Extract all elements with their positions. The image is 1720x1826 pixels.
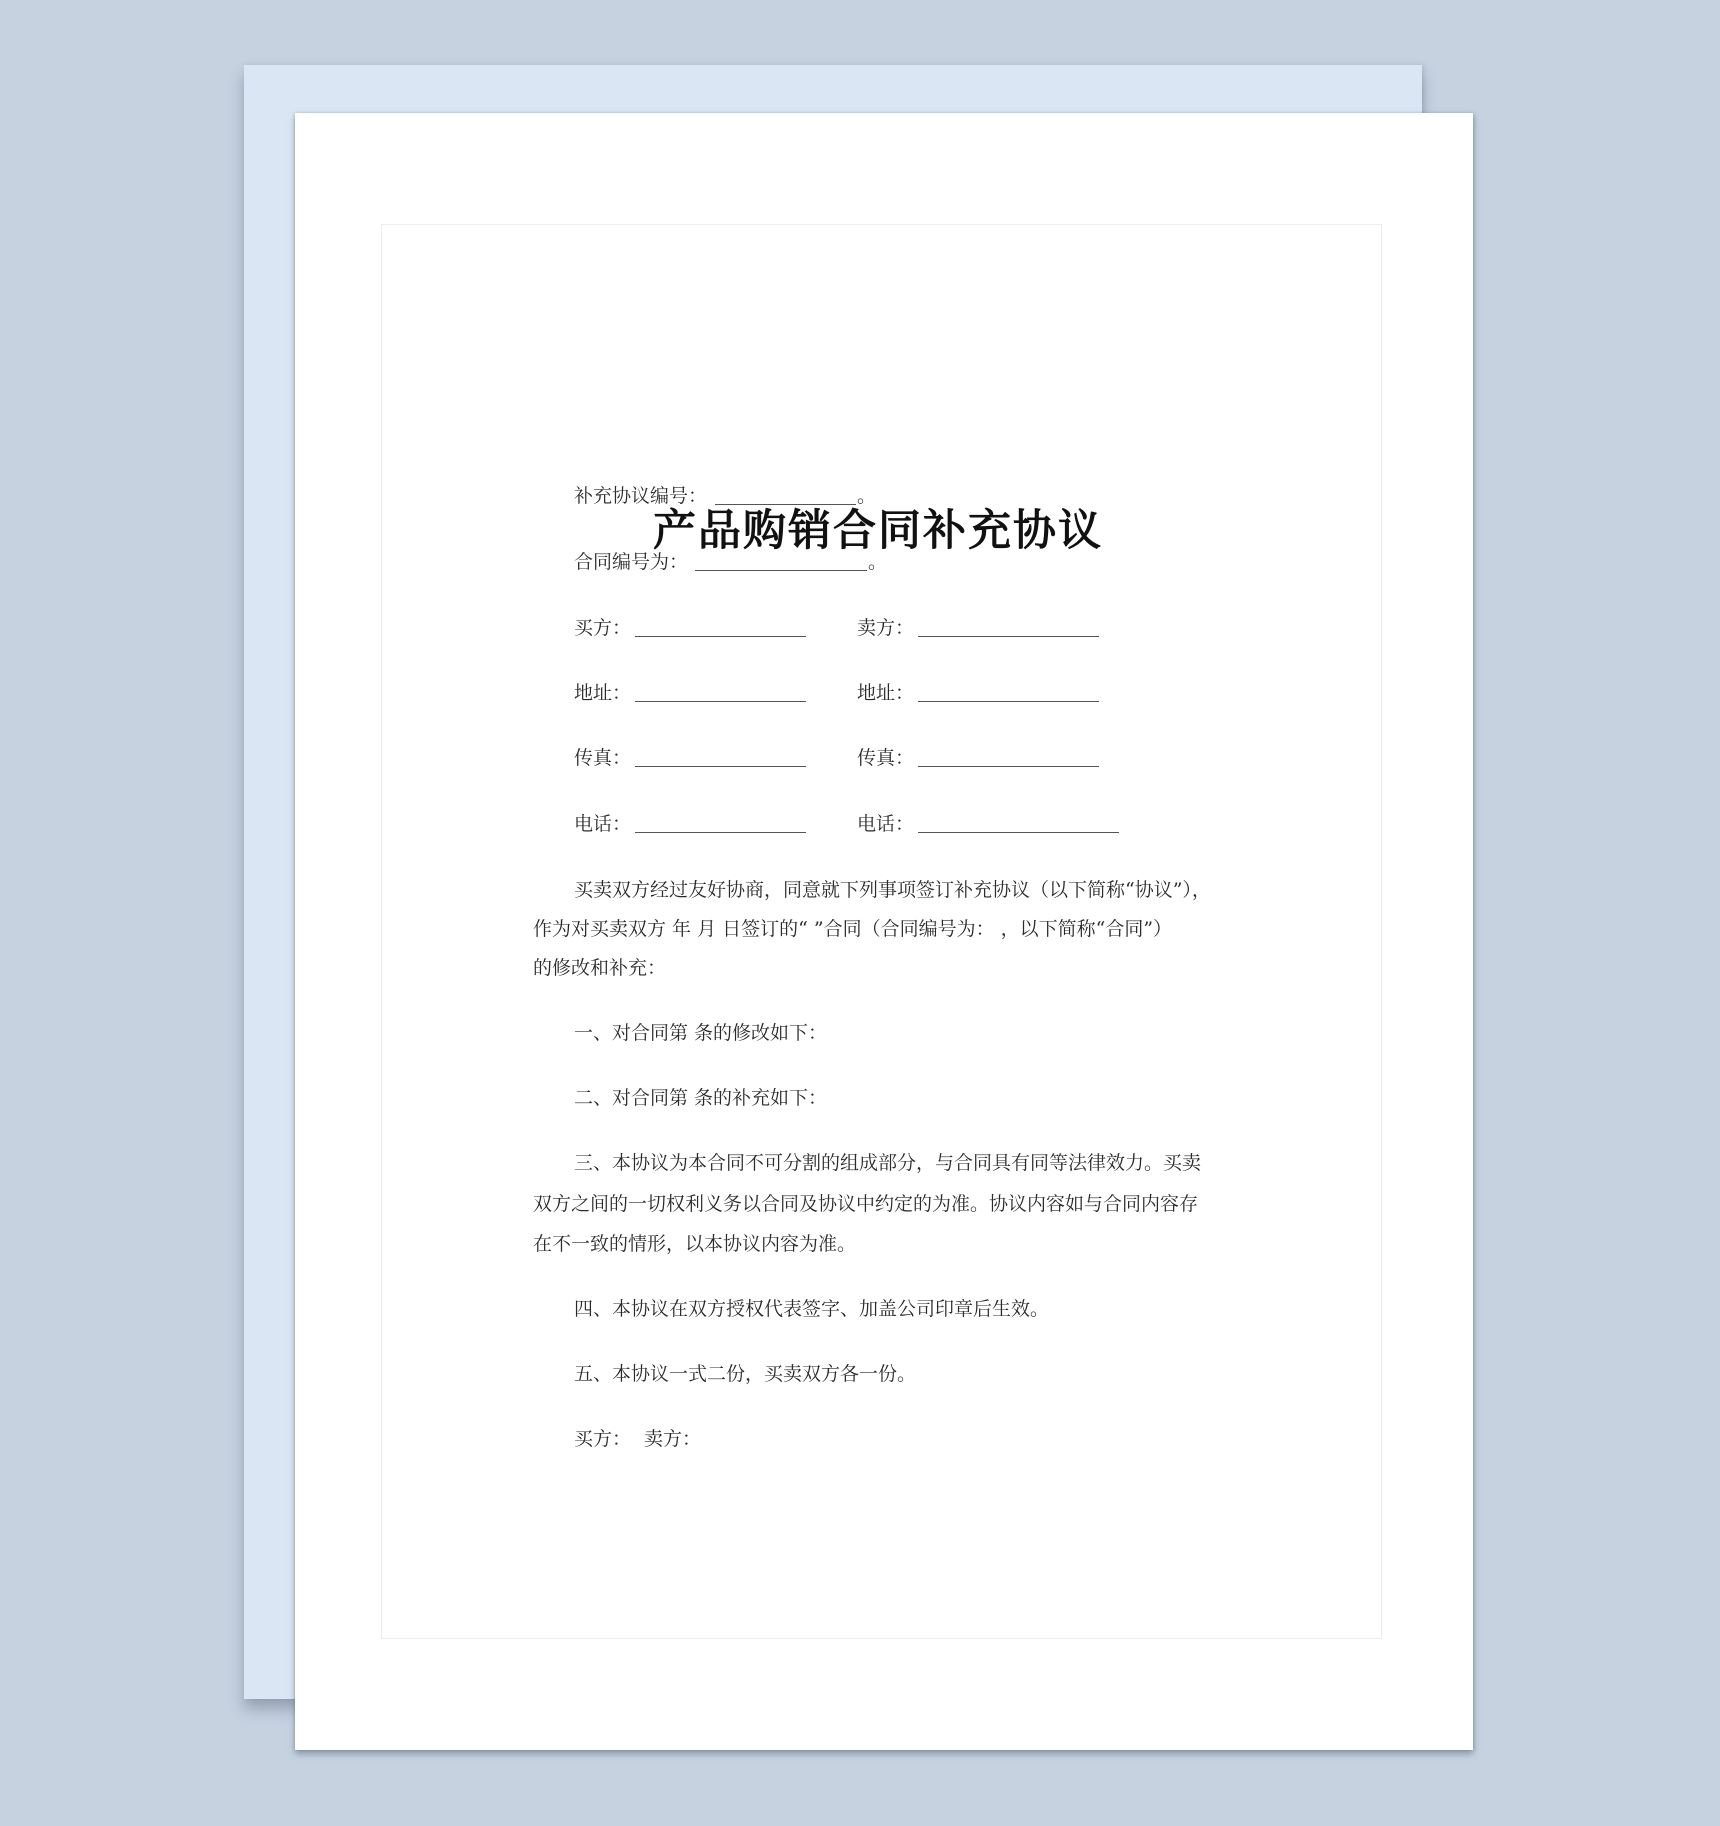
intro-paragraph-line: 买卖双方经过友好协商，同意就下列事项签订补充协议（以下简称“协议”）， xyxy=(574,879,1211,901)
signature-seller-label: 卖方： xyxy=(644,1428,702,1450)
buyer-fax-label: 传真： xyxy=(574,747,632,769)
clause-5: 五、本协议一式二份，买卖双方各一份。 xyxy=(574,1363,917,1385)
seller-address-label: 地址： xyxy=(857,682,915,704)
clause-3-line: 在不一致的情形，以本协议内容为准。 xyxy=(533,1233,857,1255)
seller-fax-label: 传真： xyxy=(857,747,915,769)
buyer-fax-blank[interactable] xyxy=(635,766,806,767)
buyer-phone-blank[interactable] xyxy=(635,832,806,833)
document-page xyxy=(295,113,1473,1750)
buyer-address-blank[interactable] xyxy=(635,701,806,702)
clause-3-line: 双方之间的一切权利义务以合同及协议中约定的为准。协议内容如与合同内容存 xyxy=(533,1193,1199,1215)
clause-1: 一、对合同第 条的修改如下： xyxy=(574,1022,828,1044)
document-title: 产品购销合同补充协议 xyxy=(653,506,1103,556)
clause-2: 二、对合同第 条的补充如下： xyxy=(574,1087,828,1109)
seller-phone-label: 电话： xyxy=(857,813,915,835)
seller-name-blank[interactable] xyxy=(918,636,1099,637)
clause-4: 四、本协议在双方授权代表签字、加盖公司印章后生效。 xyxy=(574,1298,1050,1320)
signature-buyer-label: 买方： xyxy=(574,1428,632,1450)
intro-paragraph-line: 的修改和补充： xyxy=(533,957,667,979)
seller-phone-blank[interactable] xyxy=(918,832,1119,833)
clause-3-line: 三、本协议为本合同不可分割的组成部分，与合同具有同等法律效力。买卖 xyxy=(574,1152,1202,1174)
intro-paragraph-line: 作为对买卖双方 年 月 日签订的“ ”合同（合同编号为： ，以下简称“合同”） xyxy=(533,918,1173,940)
contract-number-label: 合同编号为： xyxy=(574,551,689,573)
seller-fax-blank[interactable] xyxy=(918,766,1099,767)
supplement-number-suffix: 。 xyxy=(857,485,877,507)
supplement-number-label: 补充协议编号： xyxy=(574,485,708,507)
seller-name-label: 卖方： xyxy=(857,617,915,639)
contract-number-suffix: 。 xyxy=(868,551,888,573)
buyer-address-label: 地址： xyxy=(574,682,632,704)
buyer-phone-label: 电话： xyxy=(574,813,632,835)
supplement-number-blank[interactable] xyxy=(715,504,856,505)
seller-address-blank[interactable] xyxy=(918,701,1099,702)
buyer-name-label: 买方： xyxy=(574,617,632,639)
buyer-name-blank[interactable] xyxy=(635,636,806,637)
contract-number-blank[interactable] xyxy=(695,570,867,571)
